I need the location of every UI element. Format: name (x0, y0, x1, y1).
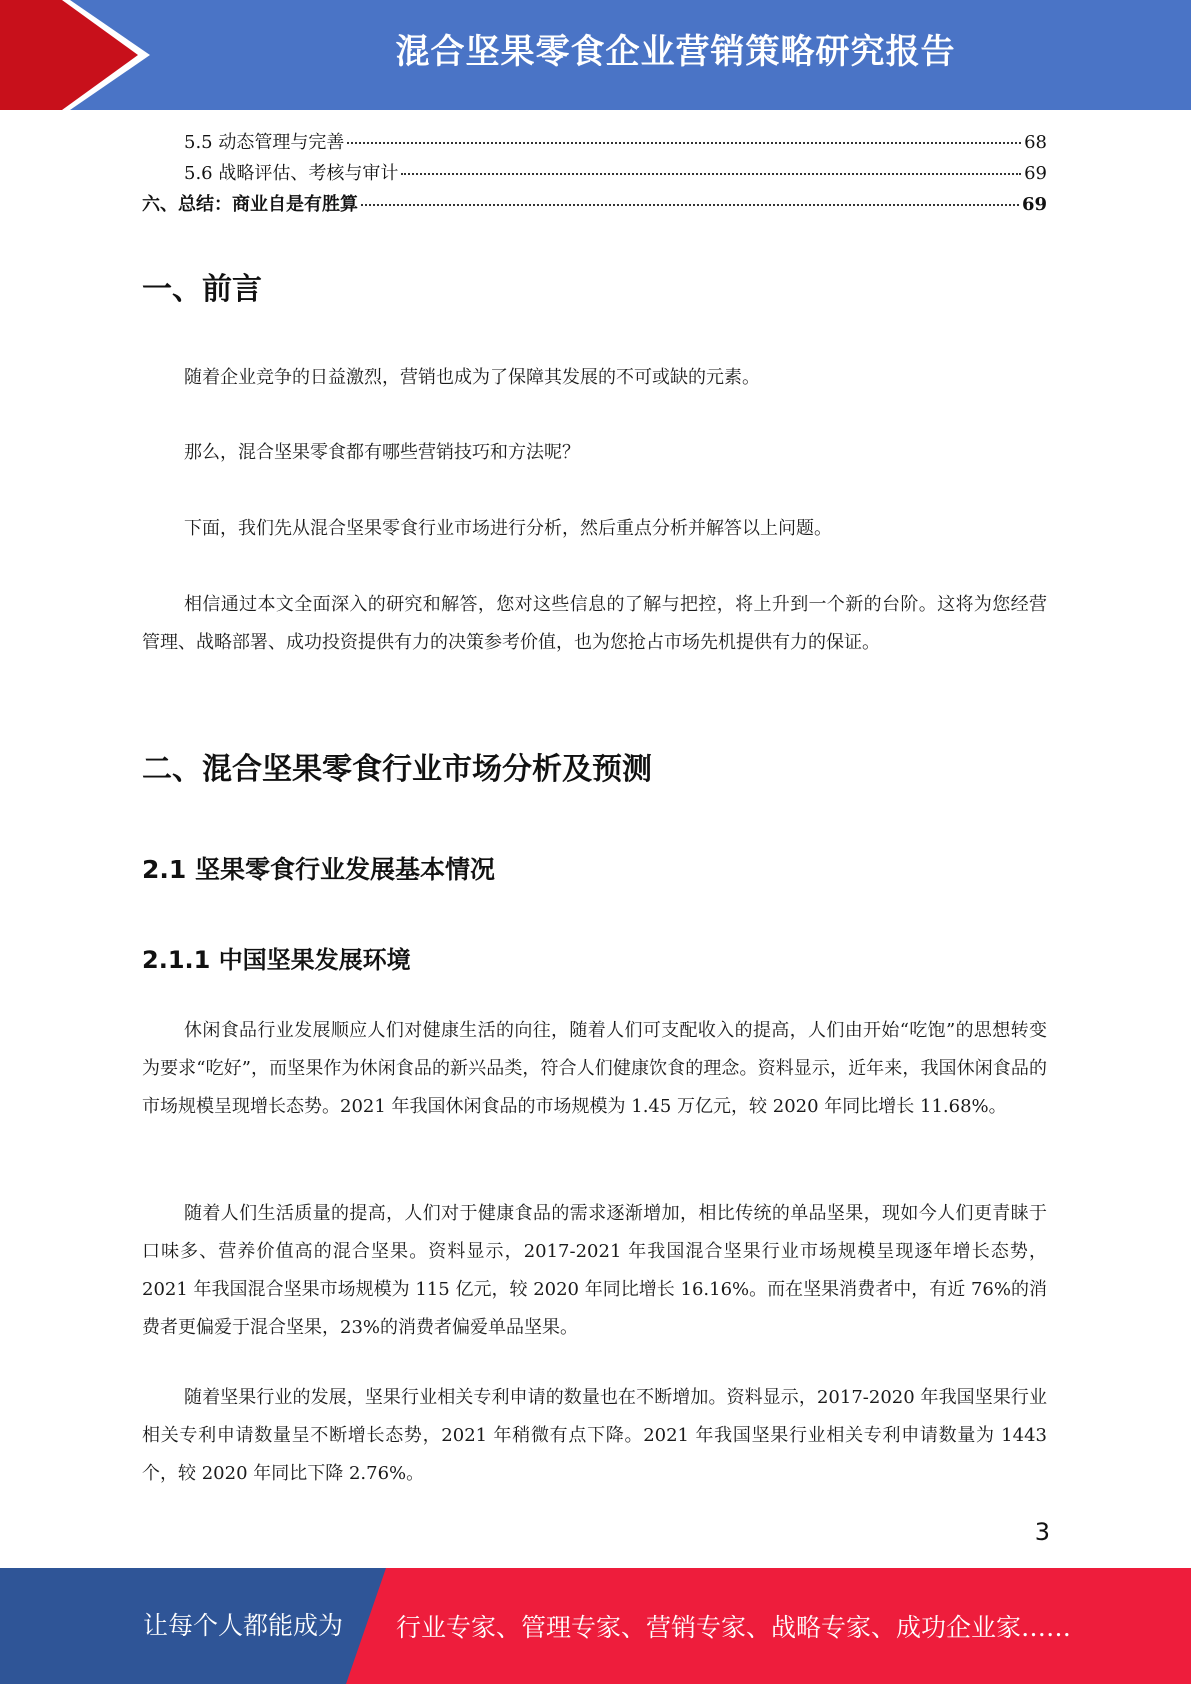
table-of-contents (142, 128, 1047, 221)
toc-entry-text: 5.6 战略评估、考核与审计 (184, 163, 399, 184)
red-chevron-icon (0, 0, 160, 110)
heading-section-2-1: 2.1 坚果零食行业发展基本情况 (142, 855, 495, 884)
report-title: 混合坚果零食企业营销策略研究报告 (395, 32, 956, 72)
toc-leader-dots (347, 142, 1021, 144)
paragraph: 随着人们生活质量的提高，人们对于健康食品的需求逐渐增加，相比传统的单品坚果，现如今人们更青睐于口味多、营养价值高的混合坚果。资料显示，2017-2021 年我国混合坚果行业市场规模呈现逐年增长态势，2021 年我国混合坚果市场规模为 115 亿元，较 2020 年同比增长 16.16%。而在坚果消费者中，有近 76%的消费者更偏爱于混合坚果，23%的消费者偏爱单品坚果。 (142, 1203, 1047, 1338)
toc-entry[interactable] (142, 159, 1047, 190)
paragraph: 相信通过本文全面深入的研究和解答，您对这些信息的了解与把控，将上升到一个新的台阶。这将为您经营管理、战略部署、成功投资提供有力的决策参考价值，也为您抢占市场先机提供有力的保证。 (142, 594, 1047, 653)
page-number: 3 (1034, 1518, 1050, 1546)
heading-section-2-1-1: 2.1.1 中国坚果发展环境 (142, 946, 411, 974)
toc-entry[interactable] (142, 190, 1047, 221)
heading-chapter-2: 二、混合坚果零食行业市场分析及预测 (142, 752, 652, 787)
toc-entry-page: 69 (1021, 194, 1047, 215)
report-footer (0, 1568, 1191, 1684)
toc-entry-text: 六、总结：商业自是有胜算 (142, 194, 358, 215)
toc-entry-text: 5.5 动态管理与完善 (184, 132, 345, 153)
paragraph: 随着坚果行业的发展，坚果行业相关专利申请的数量也在不断增加。资料显示，2017-2020 年我国坚果行业相关专利申请数量呈不断增长态势，2021 年稍微有点下降。2021 年我国坚果行业相关专利申请数量为 1443 个，较 2020 年同比下降 2.76%。 (142, 1387, 1047, 1484)
paragraph: 随着企业竞争的日益激烈，营销也成为了保障其发展的不可或缺的元素。 (184, 367, 760, 388)
toc-entry-page: 69 (1024, 163, 1047, 184)
heading-preface: 一、前言 (142, 272, 262, 307)
toc-entry[interactable] (142, 128, 1047, 159)
toc-leader-dots (401, 173, 1021, 175)
paragraph: 休闲食品行业发展顺应人们对健康生活的向往，随着人们可支配收入的提高，人们由开始“吃饱”的思想转变为要求“吃好”，而坚果作为休闲食品的新兴品类，符合人们健康饮食的理念。资料显示，近年来，我国休闲食品的市场规模呈现增长态势。2021 年我国休闲食品的市场规模为 1.45 万亿元，较 2020 年同比增长 11.68%。 (142, 1020, 1047, 1117)
paragraph: 那么，混合坚果零食都有哪些营销技巧和方法呢？ (184, 442, 580, 463)
paragraph: 下面，我们先从混合坚果零食行业市场进行分析，然后重点分析并解答以上问题。 (184, 518, 832, 539)
toc-leader-dots (361, 204, 1019, 206)
toc-entry-page: 68 (1024, 132, 1047, 153)
footer-slogan-left: 让每个人都能成为 (143, 1611, 344, 1640)
report-header (0, 0, 1191, 110)
footer-slogan-right: 行业专家、管理专家、营销专家、战略专家、成功企业家…… (396, 1613, 1072, 1642)
